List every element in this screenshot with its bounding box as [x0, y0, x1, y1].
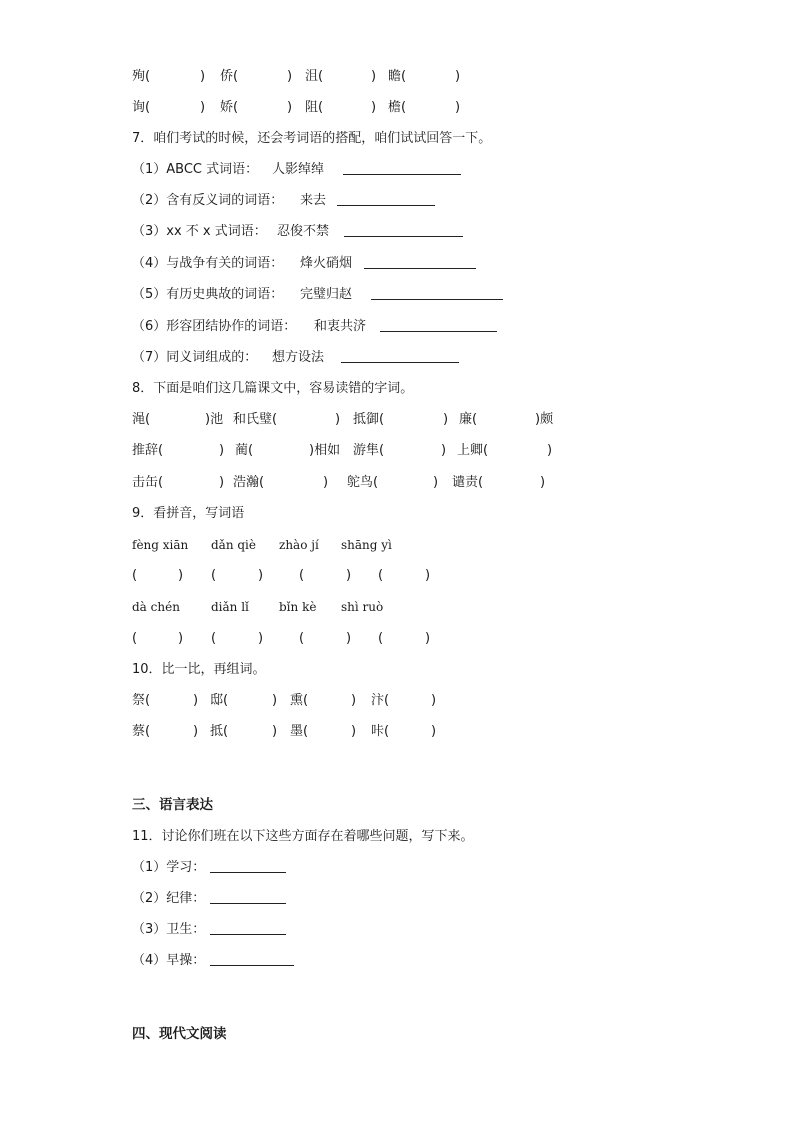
char-prompt: 咔( — [371, 724, 390, 739]
answer-blank[interactable] — [364, 268, 476, 269]
answer-blank[interactable] — [344, 236, 463, 237]
blank-close-paren: ) — [431, 724, 437, 739]
char-prompt: 邸( — [210, 693, 229, 708]
blank-close-paren: ) — [178, 568, 184, 583]
blank-close-paren: ) — [287, 69, 293, 84]
word-prompt: 推辞( — [132, 443, 164, 458]
blank-close-paren: ) — [193, 693, 199, 708]
pinyin: shì ruò — [341, 600, 384, 614]
blank-close-paren: ) — [219, 443, 225, 458]
word-prompt: 抵御( — [353, 412, 385, 427]
blank-open-paren: ( — [378, 631, 384, 646]
blank-close-paren: )相如 — [309, 443, 341, 458]
blank-close-paren: ) — [335, 412, 341, 427]
char-prompt: 沮( — [305, 69, 324, 84]
pinyin: bǐn kè — [279, 600, 317, 614]
word-prompt: 上卿( — [457, 443, 489, 458]
example-word: 和衷共济 — [314, 319, 367, 334]
item-label: （1）学习： — [132, 860, 206, 875]
section-heading: 三、语言表达 — [132, 797, 213, 813]
blank-close-paren: ) — [351, 693, 357, 708]
blank-close-paren: ) — [323, 475, 329, 490]
blank-close-paren: ) — [455, 69, 461, 84]
item-label: （2）含有反义词的词语： — [132, 193, 284, 208]
blank-close-paren: ) — [547, 443, 553, 458]
blank-close-paren: ) — [441, 443, 447, 458]
blank-open-paren: ( — [299, 568, 305, 583]
blank-close-paren: ) — [272, 693, 278, 708]
pinyin: shāng yì — [341, 538, 392, 552]
blank-close-paren: ) — [443, 412, 449, 427]
pinyin: dà chén — [132, 600, 180, 614]
char-prompt: 询( — [132, 100, 151, 115]
section-heading: 四、现代文阅读 — [132, 1026, 227, 1042]
answer-blank[interactable] — [380, 331, 497, 332]
char-prompt: 蔡( — [132, 724, 151, 739]
item-label: （4）与战争有关的词语： — [132, 256, 284, 271]
blank-close-paren: ) — [371, 69, 377, 84]
question-prompt: 10．比一比，再组词。 — [132, 662, 266, 677]
char-prompt: 檐( — [388, 100, 407, 115]
word-prompt: 渑( — [132, 412, 151, 427]
example-word: 烽火硝烟 — [300, 256, 353, 271]
word-prompt: 蔺( — [235, 443, 254, 458]
blank-open-paren: ( — [299, 631, 305, 646]
blank-close-paren: ) — [178, 631, 184, 646]
word-prompt: 和氏璧( — [233, 412, 278, 427]
item-label: （6）形容团结协作的词语： — [132, 319, 297, 334]
question-prompt: 11．讨论你们班在以下这些方面存在着哪些问题，写下来。 — [132, 829, 474, 844]
blank-close-paren: ) — [219, 475, 225, 490]
word-prompt: 廉( — [459, 412, 478, 427]
char-prompt: 熏( — [290, 693, 309, 708]
word-prompt: 鸵鸟( — [347, 475, 379, 490]
example-word: 忍俊不禁 — [277, 224, 330, 239]
blank-close-paren: ) — [425, 631, 431, 646]
blank-close-paren: ) — [258, 568, 264, 583]
example-word: 人影绰绰 — [272, 162, 325, 177]
blank-close-paren: ) — [351, 724, 357, 739]
blank-close-paren: )颇 — [535, 412, 554, 427]
word-prompt: 击缶( — [132, 475, 164, 490]
item-label: （2）纪律： — [132, 891, 206, 906]
blank-close-paren: ) — [200, 69, 206, 84]
item-label: （7）同义词组成的： — [132, 350, 258, 365]
blank-open-paren: ( — [132, 568, 138, 583]
blank-close-paren: ) — [346, 568, 352, 583]
blank-close-paren: ) — [455, 100, 461, 115]
answer-blank[interactable] — [210, 934, 286, 935]
char-prompt: 娇( — [220, 100, 239, 115]
question-prompt: 9．看拼音，写词语 — [132, 506, 245, 521]
item-label: （1）ABCC 式词语： — [132, 162, 259, 177]
question-prompt: 8．下面是咱们这几篇课文中，容易读错的字词。 — [132, 381, 414, 396]
blank-close-paren: ) — [258, 631, 264, 646]
answer-blank[interactable] — [210, 965, 294, 966]
word-prompt: 浩瀚( — [233, 475, 265, 490]
blank-close-paren: ) — [287, 100, 293, 115]
word-prompt: 谴责( — [452, 475, 484, 490]
pinyin: zhào jí — [279, 538, 319, 552]
word-prompt: 游隼( — [353, 443, 385, 458]
pinyin: fèng xiān — [132, 538, 189, 552]
blank-open-paren: ( — [132, 631, 138, 646]
blank-close-paren: ) — [272, 724, 278, 739]
example-word: 完璧归赵 — [300, 287, 353, 302]
example-word: 想方设法 — [272, 350, 325, 365]
char-prompt: 侨( — [220, 69, 239, 84]
blank-close-paren: ) — [346, 631, 352, 646]
blank-close-paren: ) — [431, 693, 437, 708]
item-label: （3）xx 不 x 式词语： — [132, 224, 267, 239]
pinyin: dǎn qiè — [211, 538, 256, 552]
answer-blank[interactable] — [341, 362, 459, 363]
char-prompt: 阻( — [305, 100, 324, 115]
blank-close-paren: ) — [371, 100, 377, 115]
blank-close-paren: ) — [540, 475, 546, 490]
item-label: （3）卫生： — [132, 922, 206, 937]
blank-close-paren: ) — [193, 724, 199, 739]
char-prompt: 抵( — [210, 724, 229, 739]
answer-blank[interactable] — [337, 205, 435, 206]
char-prompt: 墨( — [290, 724, 309, 739]
question-prompt: 7．咱们考试的时候，还会考词语的搭配，咱们试试回答一下。 — [132, 131, 492, 146]
blank-close-paren: ) — [433, 475, 439, 490]
blank-close-paren: )池 — [205, 412, 224, 427]
blank-open-paren: ( — [211, 568, 217, 583]
answer-blank[interactable] — [371, 299, 503, 300]
char-prompt: 祭( — [132, 693, 151, 708]
example-word: 来去 — [300, 193, 327, 208]
blank-close-paren: ) — [425, 568, 431, 583]
answer-blank[interactable] — [343, 174, 461, 175]
blank-open-paren: ( — [378, 568, 384, 583]
answer-blank[interactable] — [210, 872, 286, 873]
item-label: （4）早操： — [132, 953, 206, 968]
item-label: （5）有历史典故的词语： — [132, 287, 284, 302]
blank-open-paren: ( — [211, 631, 217, 646]
char-prompt: 殉( — [132, 69, 151, 84]
answer-blank[interactable] — [210, 903, 286, 904]
char-prompt: 汴( — [371, 693, 390, 708]
pinyin: diǎn lǐ — [211, 600, 249, 614]
char-prompt: 瞻( — [388, 69, 407, 84]
blank-close-paren: ) — [200, 100, 206, 115]
